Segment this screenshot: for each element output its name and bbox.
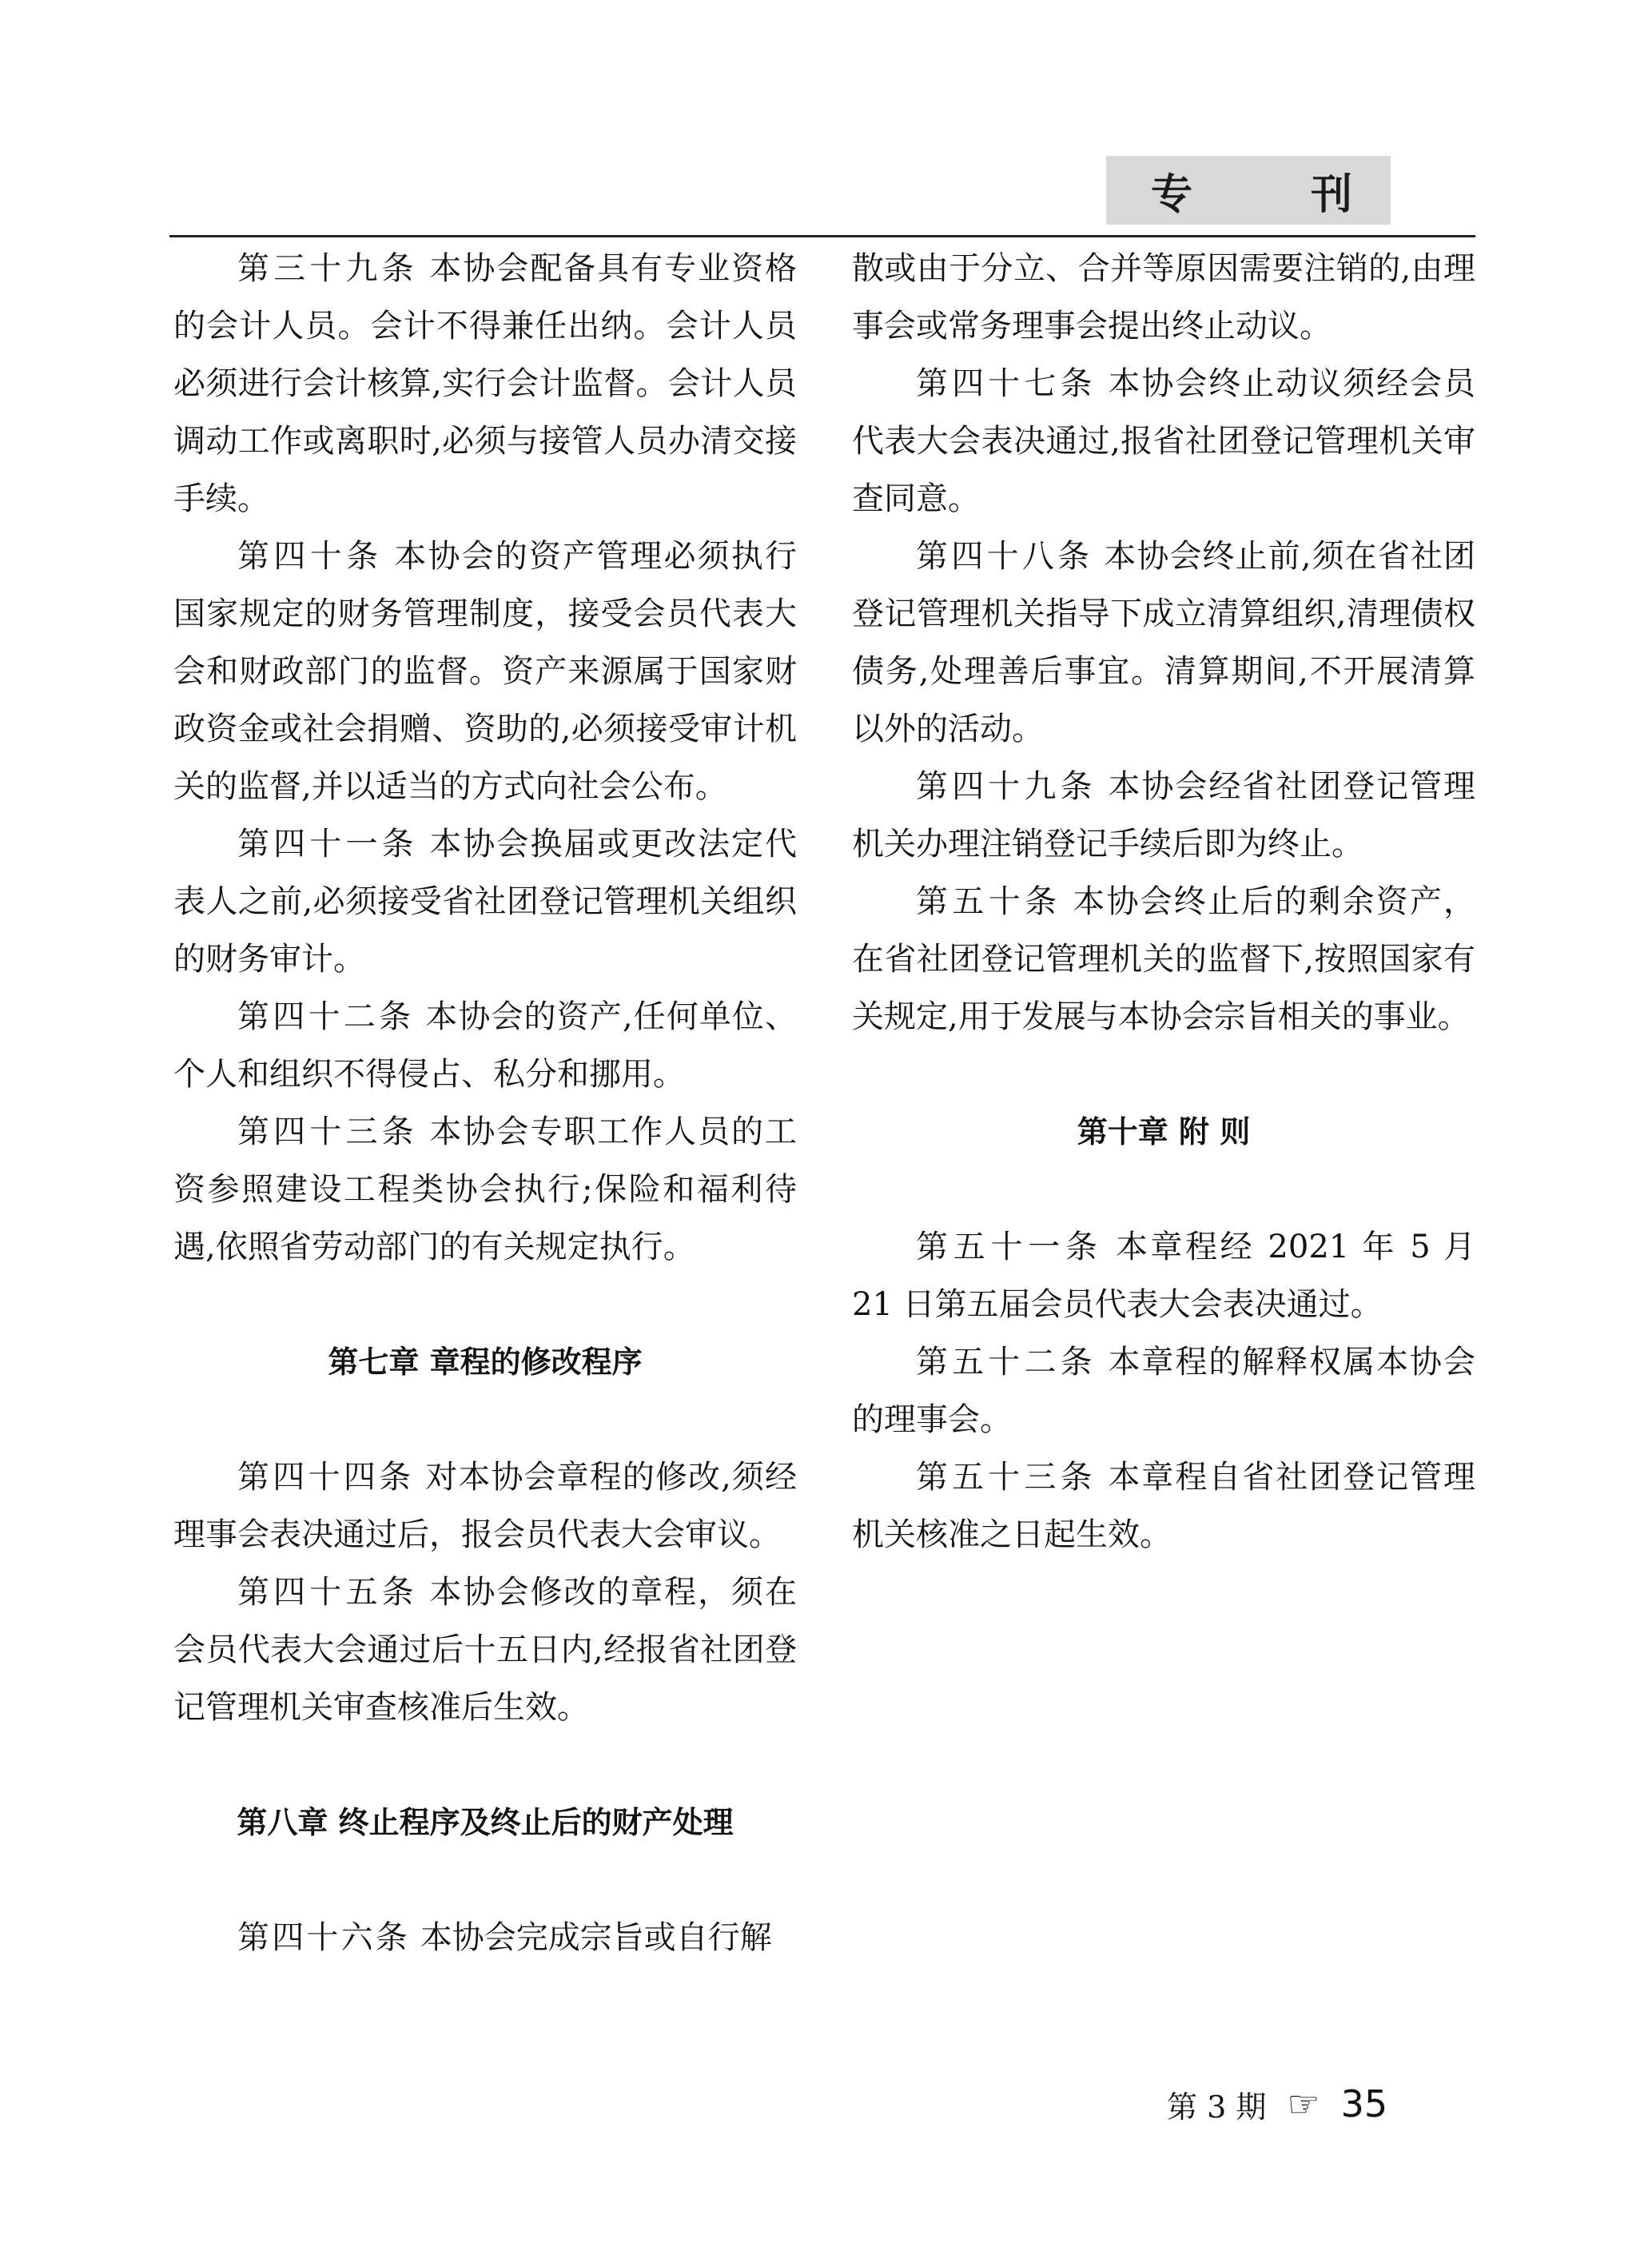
article-text: 本协会换届或更改法定代表人之前,必须接受省社团登记管理机关组织的财务审计。 [173, 826, 798, 978]
page-number: 35 [1340, 2082, 1388, 2125]
article-label: 第四十条 [237, 538, 383, 575]
chapter-10-heading: 第十章 附 则 [1077, 1114, 1251, 1149]
article-47 [852, 355, 1475, 528]
article-46-continued: 散或由于分立、合并等原因需要注销的,由理事会或常务理事会提出终止动议。 [852, 250, 1475, 345]
article-52 [852, 1333, 1475, 1448]
right-column [852, 240, 1475, 1564]
article-text: 本章程经 2021 年 5 月 21 日第五届会员代表大会表决通过。 [852, 1229, 1476, 1323]
article-label: 第五十条 [916, 883, 1061, 920]
article-39 [173, 240, 797, 528]
article-49 [852, 758, 1475, 873]
chapter-8-heading: 第八章 终止程序及终止后的财产处理 [237, 1805, 734, 1840]
article-45 [173, 1564, 797, 1736]
header-rule [169, 235, 1475, 237]
article-text: 本协会配备具有专业资格的会计人员。会计不得兼任出纳。会计人员必须进行会计核算,实行会计监督。会计人员调动工作或离职时,必须与接管人员办清交接手续。 [173, 250, 798, 517]
article-text: 本章程自省社团登记管理机关核准之日起生效。 [852, 1459, 1476, 1553]
section-title-right: 刊 [1310, 170, 1352, 219]
article-40 [173, 528, 797, 815]
article-43 [173, 1103, 797, 1276]
pointing-hand-icon: ☞ [1287, 2082, 1320, 2125]
article-text: 本协会的资产管理必须执行国家规定的财务管理制度，接受会员代表大会和财政部门的监督。资产来源属于国家财政资金或社会捐赠、资助的,必须接受审计机关的监督,并以适当的方式向社会公布。 [173, 538, 797, 805]
article-50 [852, 873, 1475, 1046]
section-title-left: 专 [1151, 170, 1193, 219]
article-text: 本协会经省社团登记管理机关办理注销登记手续后即为终止。 [852, 768, 1476, 863]
article-label: 第三十九条 [237, 250, 418, 287]
article-text: 本协会终止前,须在省社团登记管理机关指导下成立清算组织,清理债权债务,处理善后事宜。清算期间,不开展清算以外的活动。 [852, 538, 1476, 747]
article-text: 本协会终止动议须经会员代表大会表决通过,报省社团登记管理机关审查同意。 [852, 365, 1476, 517]
article-text: 本章程的解释权属本协会的理事会。 [852, 1344, 1476, 1438]
article-label: 第四十三条 [237, 1114, 418, 1150]
article-text: 本协会专职工作人员的工资参照建设工程类协会执行;保险和福利待遇,依照省劳动部门的有关规定执行。 [173, 1114, 798, 1265]
article-text: 本协会完成宗旨或自行解 [410, 1919, 772, 1956]
article-41 [173, 815, 797, 988]
article-label: 第四十八条 [916, 538, 1093, 575]
left-column [173, 240, 797, 1966]
article-44 [173, 1448, 797, 1564]
article-label: 第四十一条 [237, 826, 418, 863]
page-footer [1167, 2072, 1387, 2136]
article-text: 本协会的资产,任何单位、个人和组织不得侵占、私分和挪用。 [173, 998, 798, 1093]
article-text: 本协会修改的章程，须在会员代表大会通过后十五日内,经报省社团登记管理机关审查核准后生效。 [173, 1574, 798, 1726]
chapter-7-heading: 第七章 章程的修改程序 [328, 1345, 643, 1380]
article-label: 第四十六条 [237, 1919, 410, 1956]
article-48 [852, 528, 1475, 758]
article-label: 第五十二条 [916, 1344, 1097, 1380]
article-text: 本协会终止后的剩余资产，在省社团登记管理机关的监督下,按照国家有关规定,用于发展与本协会宗旨相关的事业。 [852, 883, 1475, 1035]
issue-number: 第 3 期 [1167, 2089, 1267, 2125]
article-label: 第五十三条 [916, 1459, 1097, 1496]
article-label: 第五十一条 [916, 1229, 1103, 1265]
section-title [1106, 156, 1391, 225]
article-text: 对本协会章程的修改,须经理事会表决通过后，报会员代表大会审议。 [173, 1459, 798, 1553]
article-42 [173, 988, 797, 1103]
article-label: 第四十九条 [916, 768, 1097, 805]
article-label: 第四十七条 [916, 365, 1097, 402]
article-53 [852, 1448, 1475, 1564]
article-51 [852, 1218, 1475, 1333]
article-label: 第四十二条 [237, 998, 415, 1035]
article-46 [173, 1909, 797, 1966]
article-label: 第四十四条 [237, 1459, 415, 1496]
article-label: 第四十五条 [237, 1574, 418, 1611]
